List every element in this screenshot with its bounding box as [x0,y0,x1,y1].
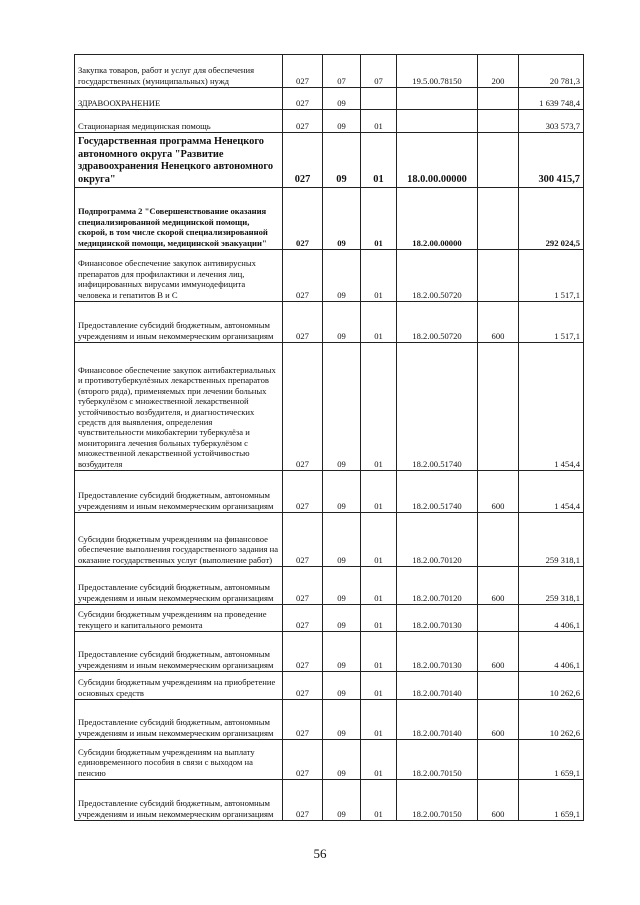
code-subsection: 01 [361,343,397,471]
amount: 10 262,6 [519,700,584,740]
code-admin: 027 [283,188,323,250]
table-row [75,343,584,471]
code-expense-type [478,605,519,632]
code-section: 09 [323,632,361,672]
code-section: 09 [323,471,361,513]
code-expense-type [478,740,519,780]
table-row [75,55,584,88]
code-subsection [361,88,397,110]
amount: 1 517,1 [519,250,584,302]
code-subsection: 01 [361,632,397,672]
code-target: 18.2.00.00000 [397,188,478,250]
code-section: 09 [323,343,361,471]
code-section: 09 [323,302,361,343]
code-admin: 027 [283,343,323,471]
code-target: 18.2.00.51740 [397,343,478,471]
code-expense-type [478,672,519,700]
table-row [75,250,584,302]
amount: 292 024,5 [519,188,584,250]
table-row [75,605,584,632]
row-name: Закупка товаров, работ и услуг для обеспечения государственных (муниципальных) нужд [75,55,283,88]
amount: 1 454,4 [519,471,584,513]
amount: 259 318,1 [519,567,584,605]
code-subsection: 01 [361,302,397,343]
row-name: Субсидии бюджетным учреждениям на приобретение основных средств [75,672,283,700]
code-section: 09 [323,567,361,605]
code-section: 09 [323,740,361,780]
table-row [75,88,584,110]
code-target: 18.2.00.70150 [397,780,478,821]
amount: 300 415,7 [519,133,584,188]
row-name: Предоставление субсидий бюджетным, автономным учреждениям и иным некоммерческим организациям [75,567,283,605]
code-expense-type [478,250,519,302]
row-name: Финансовое обеспечение закупок антивирусных препаратов для профилактики и лечения лиц, инфицированных вирусами иммунодефицита человека и гепатитов В и С [75,250,283,302]
code-target: 18.2.00.70140 [397,672,478,700]
code-section: 07 [323,55,361,88]
code-expense-type: 200 [478,55,519,88]
code-target: 18.2.00.70120 [397,567,478,605]
code-subsection: 01 [361,567,397,605]
table-row [75,133,584,188]
code-subsection: 01 [361,250,397,302]
code-target [397,110,478,133]
code-expense-type [478,343,519,471]
code-section: 09 [323,700,361,740]
row-name: Субсидии бюджетным учреждениям на финансовое обеспечение выполнения государственного задания на оказание государственных услуг (выполнение работ) [75,513,283,567]
amount: 20 781,3 [519,55,584,88]
code-target [397,88,478,110]
code-target: 18.2.00.50720 [397,302,478,343]
amount: 4 406,1 [519,632,584,672]
code-admin: 027 [283,672,323,700]
code-section: 09 [323,188,361,250]
code-admin: 027 [283,740,323,780]
code-expense-type [478,188,519,250]
code-expense-type [478,133,519,188]
code-target: 18.2.00.70130 [397,605,478,632]
code-subsection: 01 [361,471,397,513]
table-row [75,780,584,821]
row-name: Предоставление субсидий бюджетным, автономным учреждениям и иным некоммерческим организациям [75,780,283,821]
code-admin: 027 [283,700,323,740]
code-target: 18.2.00.70150 [397,740,478,780]
table-row [75,567,584,605]
row-name: Субсидии бюджетным учреждениям на выплату единовременного пособия в связи с выходом на пенсию [75,740,283,780]
row-name: Стационарная медицинская помощь [75,110,283,133]
row-name: Государственная программа Ненецкого автономного округа "Развитие здравоохранения Ненецкого автономного округа" [75,133,283,188]
code-admin: 027 [283,605,323,632]
amount: 1 639 748,4 [519,88,584,110]
code-admin: 027 [283,513,323,567]
code-subsection: 01 [361,780,397,821]
amount: 1 454,4 [519,343,584,471]
code-target: 18.2.00.70120 [397,513,478,567]
code-section: 09 [323,88,361,110]
code-section: 09 [323,672,361,700]
code-target: 19.5.00.78150 [397,55,478,88]
code-admin: 027 [283,133,323,188]
code-subsection: 01 [361,740,397,780]
code-expense-type: 600 [478,780,519,821]
table-row [75,632,584,672]
code-subsection: 01 [361,188,397,250]
table-row [75,471,584,513]
code-target: 18.2.00.50720 [397,250,478,302]
code-expense-type [478,88,519,110]
table-row [75,672,584,700]
table-row [75,740,584,780]
code-admin: 027 [283,250,323,302]
code-expense-type: 600 [478,302,519,343]
row-name: Предоставление субсидий бюджетным, автономным учреждениям и иным некоммерческим организациям [75,302,283,343]
code-expense-type: 600 [478,567,519,605]
amount: 1 659,1 [519,780,584,821]
code-target: 18.2.00.51740 [397,471,478,513]
amount: 1 517,1 [519,302,584,343]
row-name: Предоставление субсидий бюджетным, автономным учреждениям и иным некоммерческим организациям [75,700,283,740]
table-row [75,302,584,343]
code-subsection: 01 [361,110,397,133]
code-section: 09 [323,780,361,821]
code-expense-type [478,513,519,567]
amount: 4 406,1 [519,605,584,632]
code-admin: 027 [283,780,323,821]
row-name: Предоставление субсидий бюджетным, автономным учреждениям и иным некоммерческим организациям [75,471,283,513]
row-name: ЗДРАВООХРАНЕНИЕ [75,88,283,110]
row-name: Предоставление субсидий бюджетным, автономным учреждениям и иным некоммерческим организациям [75,632,283,672]
code-subsection: 01 [361,700,397,740]
code-section: 09 [323,605,361,632]
code-admin: 027 [283,471,323,513]
code-expense-type: 600 [478,632,519,672]
code-section: 09 [323,513,361,567]
code-expense-type: 600 [478,700,519,740]
code-admin: 027 [283,55,323,88]
amount: 10 262,6 [519,672,584,700]
code-subsection: 07 [361,55,397,88]
table-row [75,188,584,250]
code-admin: 027 [283,567,323,605]
row-name: Субсидии бюджетным учреждениям на проведение текущего и капитального ремонта [75,605,283,632]
amount: 1 659,1 [519,740,584,780]
code-target: 18.2.00.70140 [397,700,478,740]
code-subsection: 01 [361,513,397,567]
table-row [75,700,584,740]
code-admin: 027 [283,110,323,133]
row-name: Подпрограмма 2 "Совершенствование оказания специализированной медицинской помощи, скорой, в том числе скорой специализированной медицинской помощи, медицинской эвакуации" [75,188,283,250]
table-row [75,110,584,133]
code-expense-type: 600 [478,471,519,513]
code-section: 09 [323,250,361,302]
page-number: 56 [313,846,327,861]
code-section: 09 [323,110,361,133]
code-admin: 027 [283,88,323,110]
code-subsection: 01 [361,133,397,188]
table-row [75,513,584,567]
code-section: 09 [323,133,361,188]
code-target: 18.0.00.00000 [397,133,478,188]
row-name: Финансовое обеспечение закупок антибактериальных и противотуберкулёзных лекарственных препаратов (второго ряда), применяемых при лечении больных туберкулёзом с множественной лекарственной устойчивостью возбудителя, и диагностических средств для выявления, определения чувствительности микобактерии туберкулёза и мониторинга лечения больных туберкулёзом с множественной лекарственной устойчивостью возбудителя [75,343,283,471]
budget-table [74,54,584,821]
code-target: 18.2.00.70130 [397,632,478,672]
code-expense-type [478,110,519,133]
amount: 259 318,1 [519,513,584,567]
code-admin: 027 [283,632,323,672]
amount: 303 573,7 [519,110,584,133]
code-subsection: 01 [361,605,397,632]
code-admin: 027 [283,302,323,343]
code-subsection: 01 [361,672,397,700]
